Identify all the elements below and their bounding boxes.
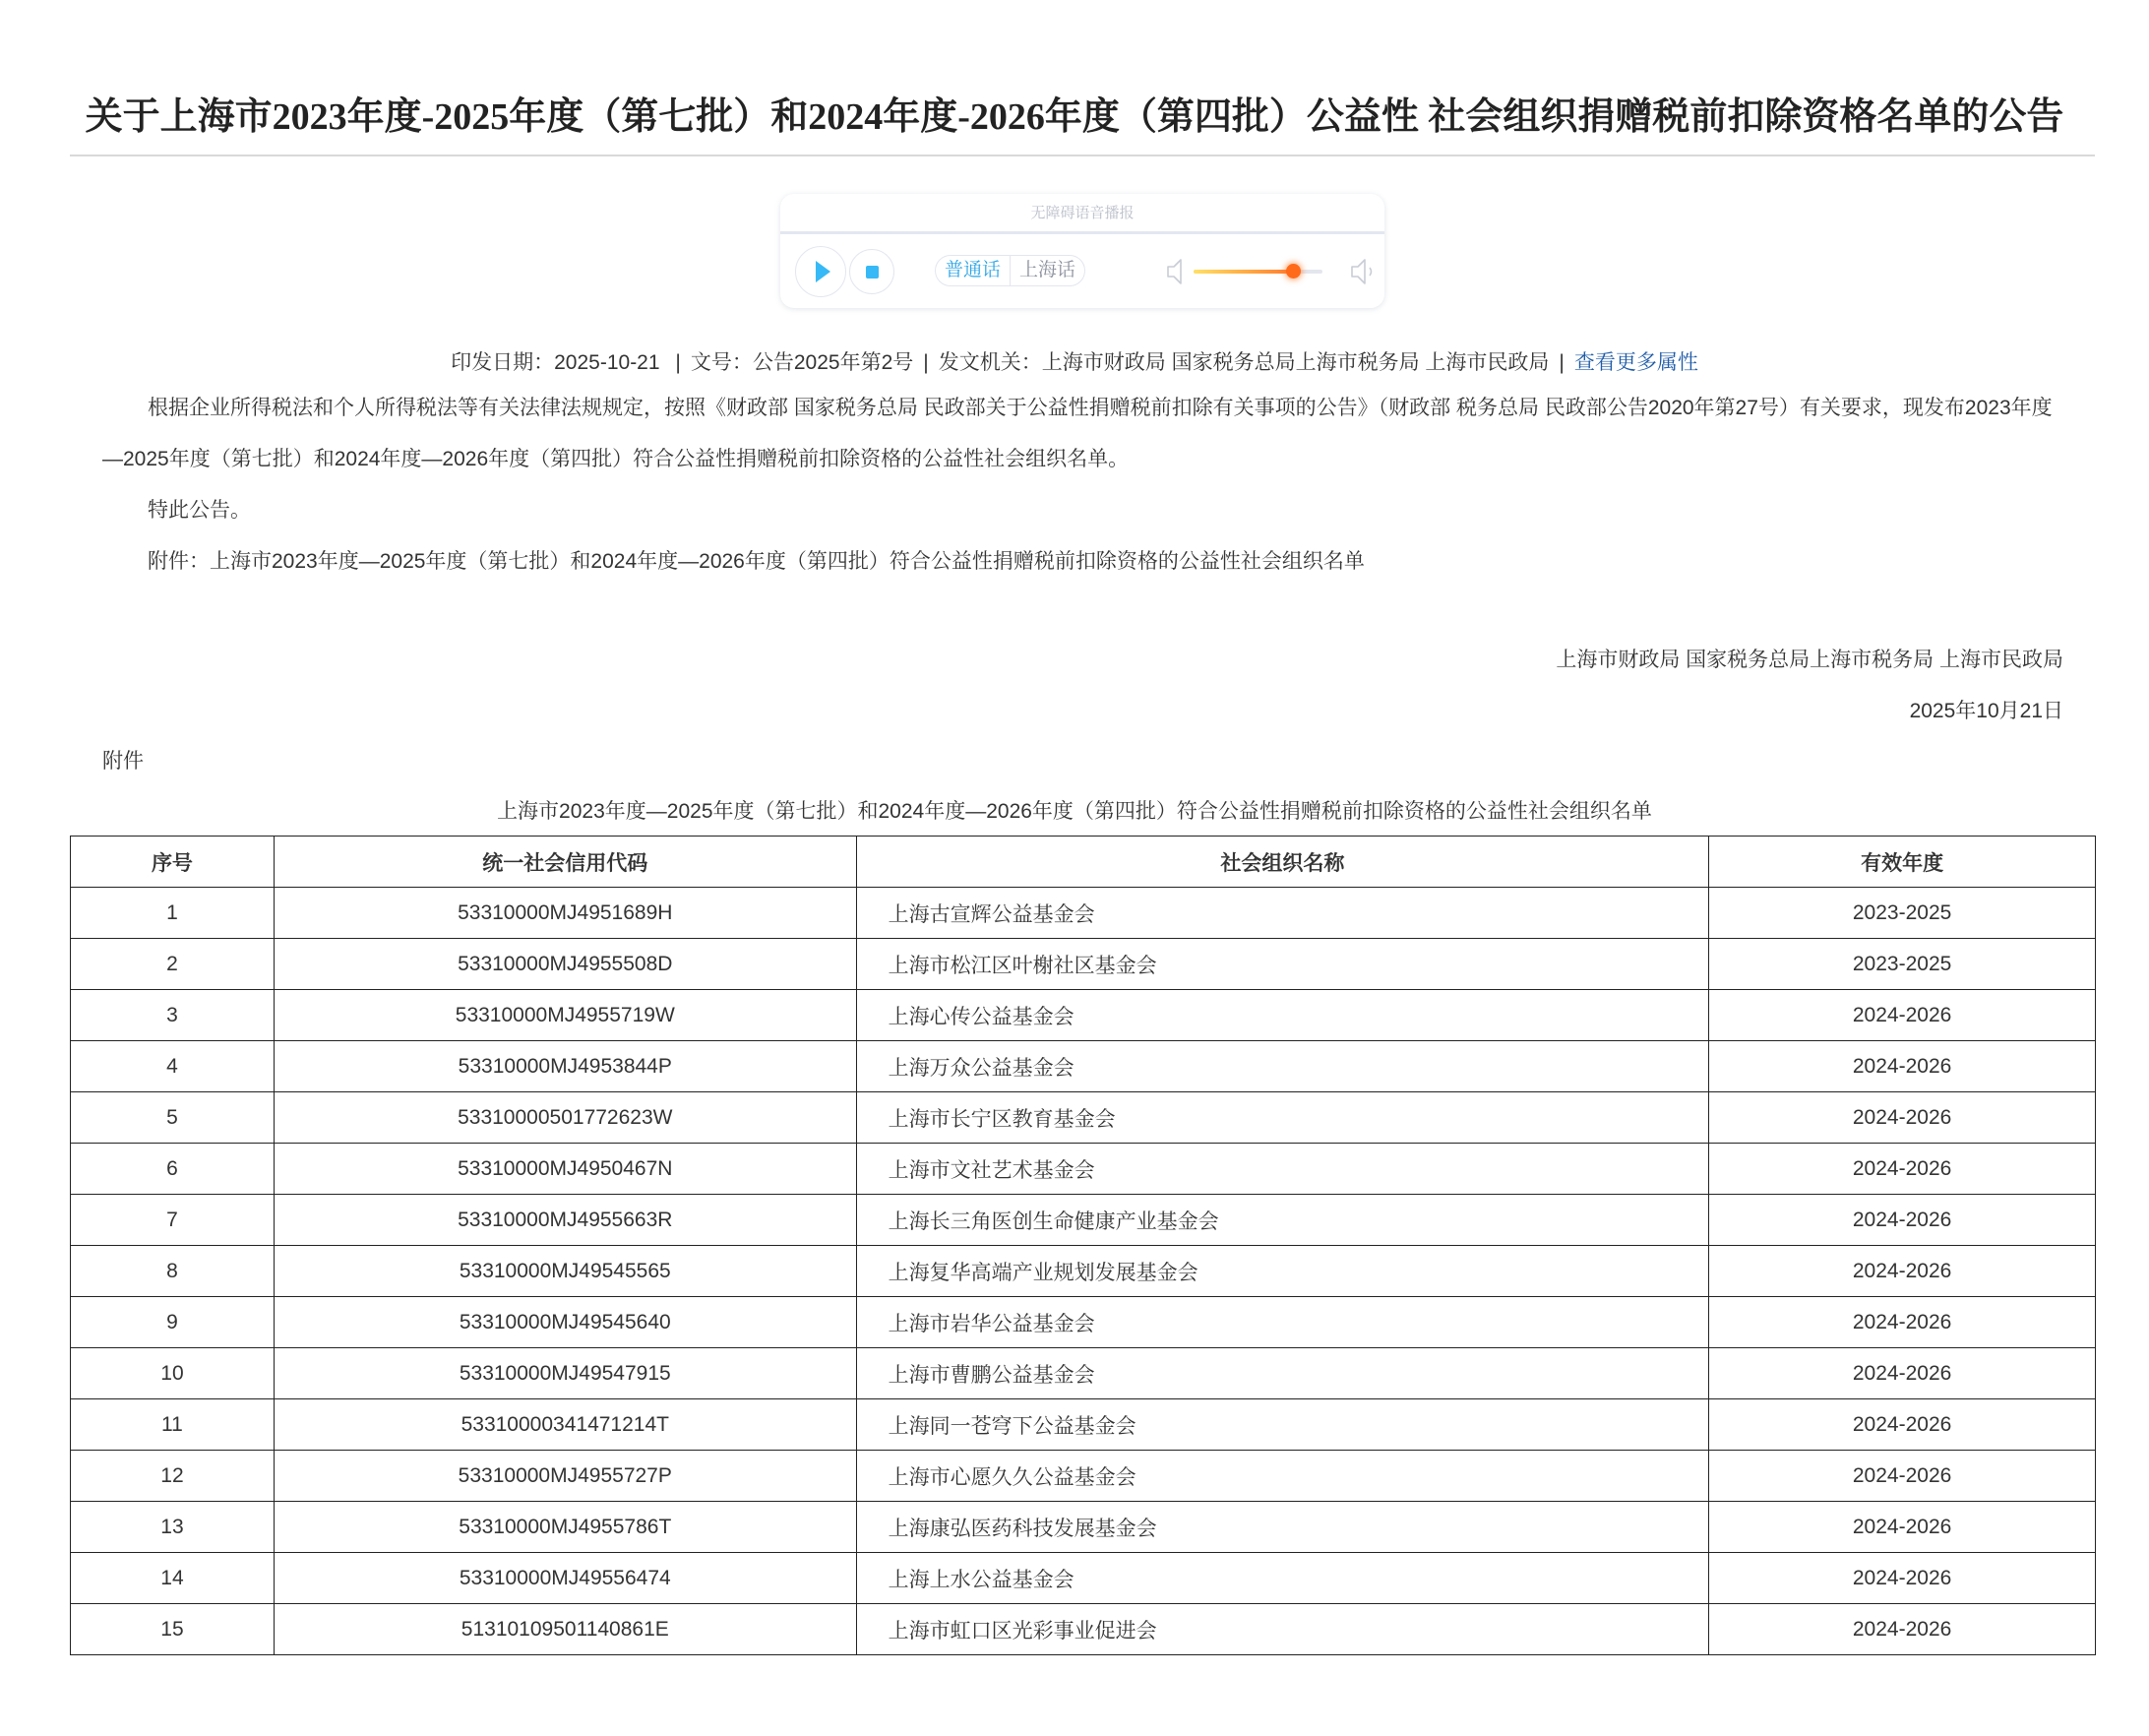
row-index: 3 <box>71 990 275 1041</box>
table-row <box>71 939 2096 990</box>
table-row <box>71 1502 2096 1553</box>
valid-years: 2024-2026 <box>1709 1246 2096 1297</box>
credit-code: 53310000MJ49547915 <box>274 1348 856 1399</box>
credit-code: 53310000501772623W <box>274 1092 856 1144</box>
row-index: 15 <box>71 1604 275 1655</box>
row-index: 2 <box>71 939 275 990</box>
valid-years: 2024-2026 <box>1709 1041 2096 1092</box>
valid-years: 2024-2026 <box>1709 1451 2096 1502</box>
row-index: 7 <box>71 1195 275 1246</box>
separator: | <box>1559 351 1565 374</box>
credit-code: 53310000MJ49556474 <box>274 1553 856 1604</box>
valid-years: 2024-2026 <box>1709 990 2096 1041</box>
table-row <box>71 1195 2096 1246</box>
table-row <box>71 1399 2096 1451</box>
lang-shanghainese-button[interactable]: 上海话 <box>1010 256 1084 285</box>
table-row <box>71 1348 2096 1399</box>
player-controls <box>780 234 1384 308</box>
row-index: 13 <box>71 1502 275 1553</box>
valid-years: 2024-2026 <box>1709 1553 2096 1604</box>
credit-code: 53310000MJ4955719W <box>274 990 856 1041</box>
header-credit-code: 统一社会信用代码 <box>274 837 856 888</box>
credit-code: 53310000MJ4950467N <box>274 1144 856 1195</box>
table-row <box>71 1297 2096 1348</box>
org-name: 上海市松江区叶榭社区基金会 <box>856 939 1709 990</box>
table-row <box>71 1092 2096 1144</box>
org-name: 上海长三角医创生命健康产业基金会 <box>856 1195 1709 1246</box>
signature-issuers: 上海市财政局 国家税务总局上海市税务局 上海市民政局 <box>1556 649 2063 671</box>
volume-slider-fill <box>1194 270 1293 274</box>
valid-years: 2024-2026 <box>1709 1502 2096 1553</box>
volume-high-icon[interactable] <box>1349 256 1379 287</box>
credit-code: 51310109501140861E <box>274 1604 856 1655</box>
org-name: 上海复华高端产业规划发展基金会 <box>856 1246 1709 1297</box>
table-caption: 上海市2023年度—2025年度（第七批）和2024年度—2026年度（第四批）符合公益性捐赠税前扣除资格的公益性社会组织名单 <box>497 800 1652 823</box>
row-index: 1 <box>71 888 275 939</box>
document-metadata <box>0 346 2149 380</box>
valid-years: 2024-2026 <box>1709 1604 2096 1655</box>
valid-years: 2023-2025 <box>1709 939 2096 990</box>
row-index: 8 <box>71 1246 275 1297</box>
valid-years: 2024-2026 <box>1709 1399 2096 1451</box>
credit-code: 53310000MJ4955663R <box>274 1195 856 1246</box>
doc-no-label: 文号： <box>690 351 753 374</box>
row-index: 10 <box>71 1348 275 1399</box>
volume-low-icon[interactable] <box>1164 256 1190 287</box>
table-row <box>71 1144 2096 1195</box>
separator: | <box>923 351 929 374</box>
valid-years: 2024-2026 <box>1709 1348 2096 1399</box>
valid-years: 2024-2026 <box>1709 1297 2096 1348</box>
credit-code: 53310000MJ4953844P <box>274 1041 856 1092</box>
valid-years: 2024-2026 <box>1709 1195 2096 1246</box>
org-name: 上海市曹鹏公益基金会 <box>856 1348 1709 1399</box>
date-value: 2025-10-21 <box>554 351 660 374</box>
org-name: 上海古宣辉公益基金会 <box>856 888 1709 939</box>
credit-code: 53310000MJ4955786T <box>274 1502 856 1553</box>
volume-slider-thumb[interactable] <box>1286 264 1301 279</box>
org-name: 上海市心愿久久公益基金会 <box>856 1451 1709 1502</box>
org-name: 上海同一苍穹下公益基金会 <box>856 1399 1709 1451</box>
attachment-reference: 附件：上海市2023年度—2025年度（第七批）和2024年度—2026年度（第四批）符合公益性捐赠税前扣除资格的公益性社会组织名单 <box>148 550 1365 573</box>
table-row <box>71 1553 2096 1604</box>
row-index: 12 <box>71 1451 275 1502</box>
row-index: 11 <box>71 1399 275 1451</box>
doc-no-value: 公告2025年第2号 <box>752 351 914 374</box>
date-label: 印发日期： <box>451 351 555 374</box>
org-name: 上海心传公益基金会 <box>856 990 1709 1041</box>
valid-years: 2024-2026 <box>1709 1144 2096 1195</box>
closing-phrase: 特此公告。 <box>148 499 251 522</box>
table-row <box>71 888 2096 939</box>
organization-table <box>70 836 2096 1655</box>
credit-code: 53310000MJ49545565 <box>274 1246 856 1297</box>
play-button[interactable] <box>795 246 846 297</box>
row-index: 5 <box>71 1092 275 1144</box>
org-name: 上海康弘医药科技发展基金会 <box>856 1502 1709 1553</box>
credit-code: 53310000MJ4955508D <box>274 939 856 990</box>
org-name: 上海市虹口区光彩事业促进会 <box>856 1604 1709 1655</box>
row-index: 4 <box>71 1041 275 1092</box>
header-index: 序号 <box>71 837 275 888</box>
table-header-row <box>71 837 2096 888</box>
attachment-label: 附件 <box>102 750 144 773</box>
player-header: 无障碍语音播报 <box>780 194 1384 234</box>
table-row <box>71 1246 2096 1297</box>
issuer-label: 发文机关： <box>938 351 1042 374</box>
signature-date: 2025年10月21日 <box>1909 700 2063 722</box>
credit-code: 53310000MJ4951689H <box>274 888 856 939</box>
more-attributes-link[interactable]: 查看更多属性 <box>1573 351 1698 374</box>
row-index: 14 <box>71 1553 275 1604</box>
org-name: 上海市文社艺术基金会 <box>856 1144 1709 1195</box>
valid-years: 2024-2026 <box>1709 1092 2096 1144</box>
table-row <box>71 990 2096 1041</box>
credit-code: 53310000MJ4955727P <box>274 1451 856 1502</box>
accessibility-audio-player <box>780 194 1384 308</box>
org-name: 上海万众公益基金会 <box>856 1041 1709 1092</box>
table-row <box>71 1451 2096 1502</box>
title-divider <box>70 155 2095 156</box>
row-index: 9 <box>71 1297 275 1348</box>
org-name: 上海市长宁区教育基金会 <box>856 1092 1709 1144</box>
credit-code: 53310000MJ49545640 <box>274 1297 856 1348</box>
page-title: 关于上海市2023年度-2025年度（第七批）和2024年度-2026年度（第四批）公益性 社会组织捐赠税前扣除资格名单的公告 <box>85 96 2064 139</box>
header-valid-years: 有效年度 <box>1709 837 2096 888</box>
credit-code: 53310000341471214T <box>274 1399 856 1451</box>
table-row <box>71 1604 2096 1655</box>
valid-years: 2023-2025 <box>1709 888 2096 939</box>
volume-slider[interactable] <box>1194 270 1322 274</box>
header-org-name: 社会组织名称 <box>856 837 1709 888</box>
org-name: 上海市岩华公益基金会 <box>856 1297 1709 1348</box>
table-row <box>71 1041 2096 1092</box>
separator: | <box>675 351 681 374</box>
lang-mandarin-button[interactable]: 普通话 <box>945 260 1002 280</box>
play-icon <box>816 261 830 282</box>
language-toggle <box>935 255 1085 286</box>
stop-button[interactable] <box>849 249 894 294</box>
row-index: 6 <box>71 1144 275 1195</box>
body-paragraph: 根据企业所得税法和个人所得税法等有关法律法规规定，按照《财政部 国家税务总局 民政部关于公益性捐赠税前扣除有关事项的公告》（财政部 税务总局 民政部公告2020年第27号）有关要求，现发布2023年度—2025年度（第七批）和2024年度—2026年度（第四批）符合公益性捐赠税前扣除资格的公益性社会组织名单。 <box>102 397 2053 470</box>
issuer-value: 上海市财政局 国家税务总局上海市税务局 上海市民政局 <box>1041 351 1550 374</box>
org-name: 上海上水公益基金会 <box>856 1553 1709 1604</box>
stop-icon <box>866 266 879 279</box>
